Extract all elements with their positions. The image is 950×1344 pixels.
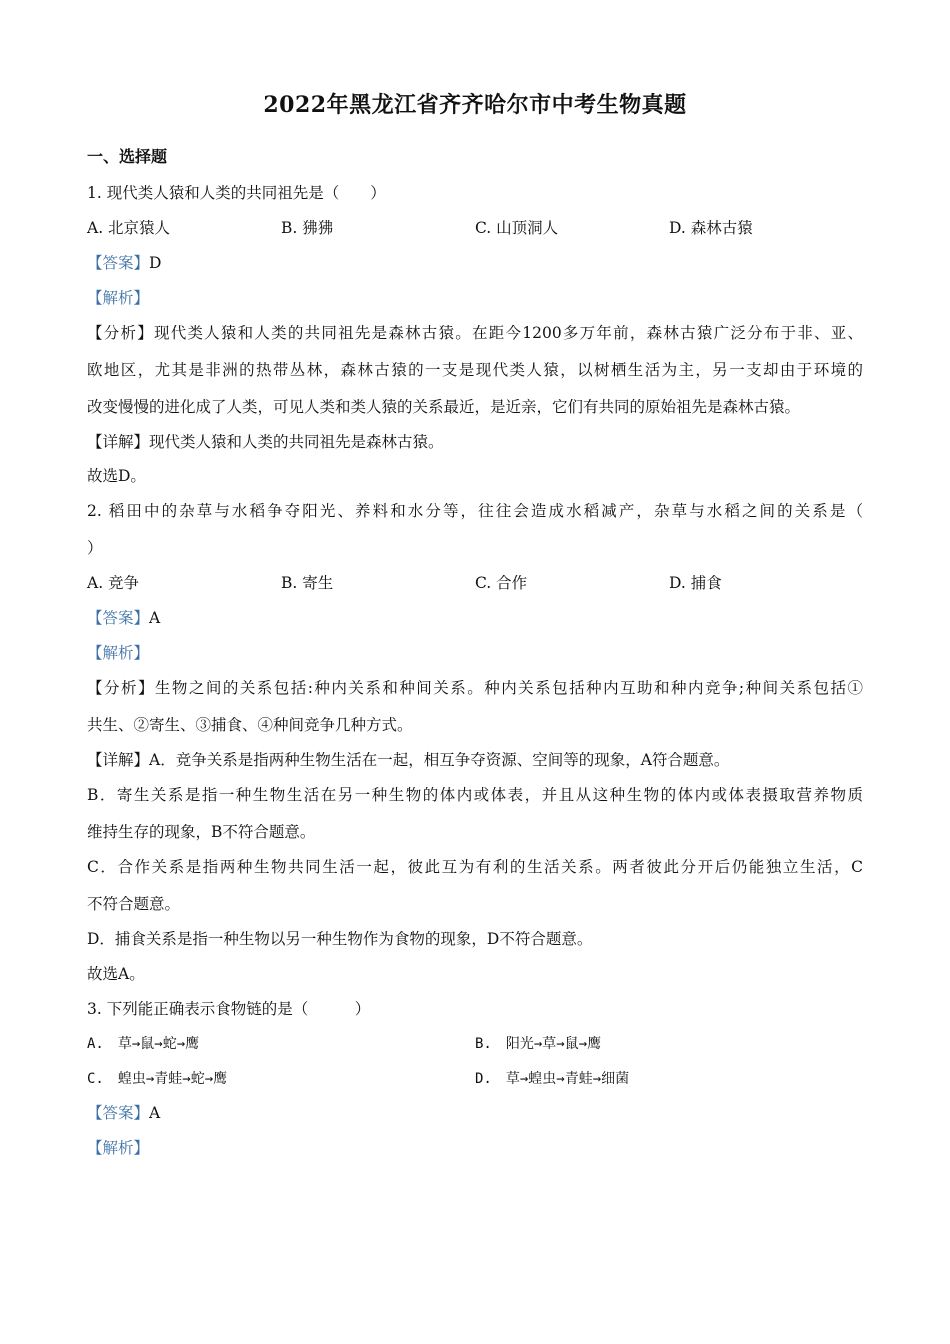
q3-stem: 3. 下列能正确表示食物链的是（ ） <box>87 1000 371 1018</box>
answer-value: D <box>149 254 162 272</box>
analysis-label: 【解析】 <box>87 1139 150 1157</box>
q1-option-c: C. 山顶洞人 <box>475 219 559 237</box>
answer-label: 【答案】 <box>87 609 150 627</box>
q2-choose: 故选A。 <box>87 965 145 983</box>
q2-stem-line1: 2. 稻田中的杂草与水稻争夺阳光、养料和水分等，往往会造成水稻减产，杂草与水稻之间的关系是（ <box>87 502 863 520</box>
q2-detail-line: 不符合题意。 <box>87 895 181 913</box>
q2-analysis-line: 【分析】生物之间的关系包括:种内关系和种间关系。种内关系包括种内互助和种内竞争;种间关系包括① <box>87 679 863 697</box>
q1-option-d: D. 森林古猿 <box>669 219 753 237</box>
section-heading: 一、选择题 <box>87 147 168 166</box>
q2-detail-line: 【详解】A．竞争关系是指两种生物生活在一起，相互争夺资源、空间等的现象，A符合题意。 <box>87 751 730 769</box>
q2-option-a: A. 竞争 <box>87 574 140 592</box>
q2-analysis-line: 共生、②寄生、③捕食、④种间竞争几种方式。 <box>87 716 413 734</box>
q3-option-d: D. 草→蝗虫→青蛙→细菌 <box>475 1071 630 1087</box>
answer-value: A <box>149 609 161 627</box>
answer-label: 【答案】 <box>87 1104 150 1122</box>
q2-option-d: D. 捕食 <box>669 574 722 592</box>
q1-analysis-line: 【分析】现代类人猿和人类的共同祖先是森林古猿。在距今1200多万年前，森林古猿广泛分布于非、亚、 <box>87 324 863 342</box>
q3-option-a: A. 草→鼠→蛇→鹰 <box>87 1036 200 1052</box>
q1-stem: 1. 现代类人猿和人类的共同祖先是（ ） <box>87 184 386 202</box>
q1-option-a: A. 北京猿人 <box>87 219 171 237</box>
q2-option-b: B. 寄生 <box>281 574 334 592</box>
q2-stem-line2: ） <box>87 539 103 557</box>
answer-value: A <box>149 1104 161 1122</box>
q3-answer <box>87 1102 160 1124</box>
q1-detail: 【详解】现代类人猿和人类的共同祖先是森林古猿。 <box>87 433 444 451</box>
q2-option-c: C. 合作 <box>475 574 528 592</box>
q2-detail-line: B．寄生关系是指一种生物生活在另一种生物的体内或体表，并且从这种生物的体内或体表摄取营养物质 <box>87 786 863 804</box>
analysis-label: 【解析】 <box>87 289 150 307</box>
analysis-label: 【解析】 <box>87 644 150 662</box>
answer-label: 【答案】 <box>87 254 150 272</box>
q1-answer <box>87 252 161 274</box>
q1-choose: 故选D。 <box>87 467 146 485</box>
q3-option-c: C. 蝗虫→青蛙→蛇→鹰 <box>87 1071 228 1087</box>
q2-detail-line: 维持生存的现象，B不符合题意。 <box>87 823 316 841</box>
q1-analysis-line: 改变慢慢的进化成了人类，可见人类和类人猿的关系最近，是近亲，它们有共同的原始祖先是森林古猿。 <box>87 398 801 416</box>
q2-answer <box>87 607 160 629</box>
q1-analysis-line: 欧地区，尤其是非洲的热带丛林，森林古猿的一支是现代类人猿，以树栖生活为主，另一支却由于环境的 <box>87 361 863 379</box>
q2-detail-line: C．合作关系是指两种生物共同生活一起，彼此互为有利的生活关系。两者彼此分开后仍能独立生活，C <box>87 858 863 876</box>
q1-option-b: B. 狒狒 <box>281 219 334 237</box>
page-title: 2022年黑龙江省齐齐哈尔市中考生物真题 <box>263 92 687 118</box>
q2-detail-line: D．捕食关系是指一种生物以另一种生物作为食物的现象，D不符合题意。 <box>87 930 593 948</box>
q3-option-b: B. 阳光→草→鼠→鹰 <box>475 1036 602 1052</box>
